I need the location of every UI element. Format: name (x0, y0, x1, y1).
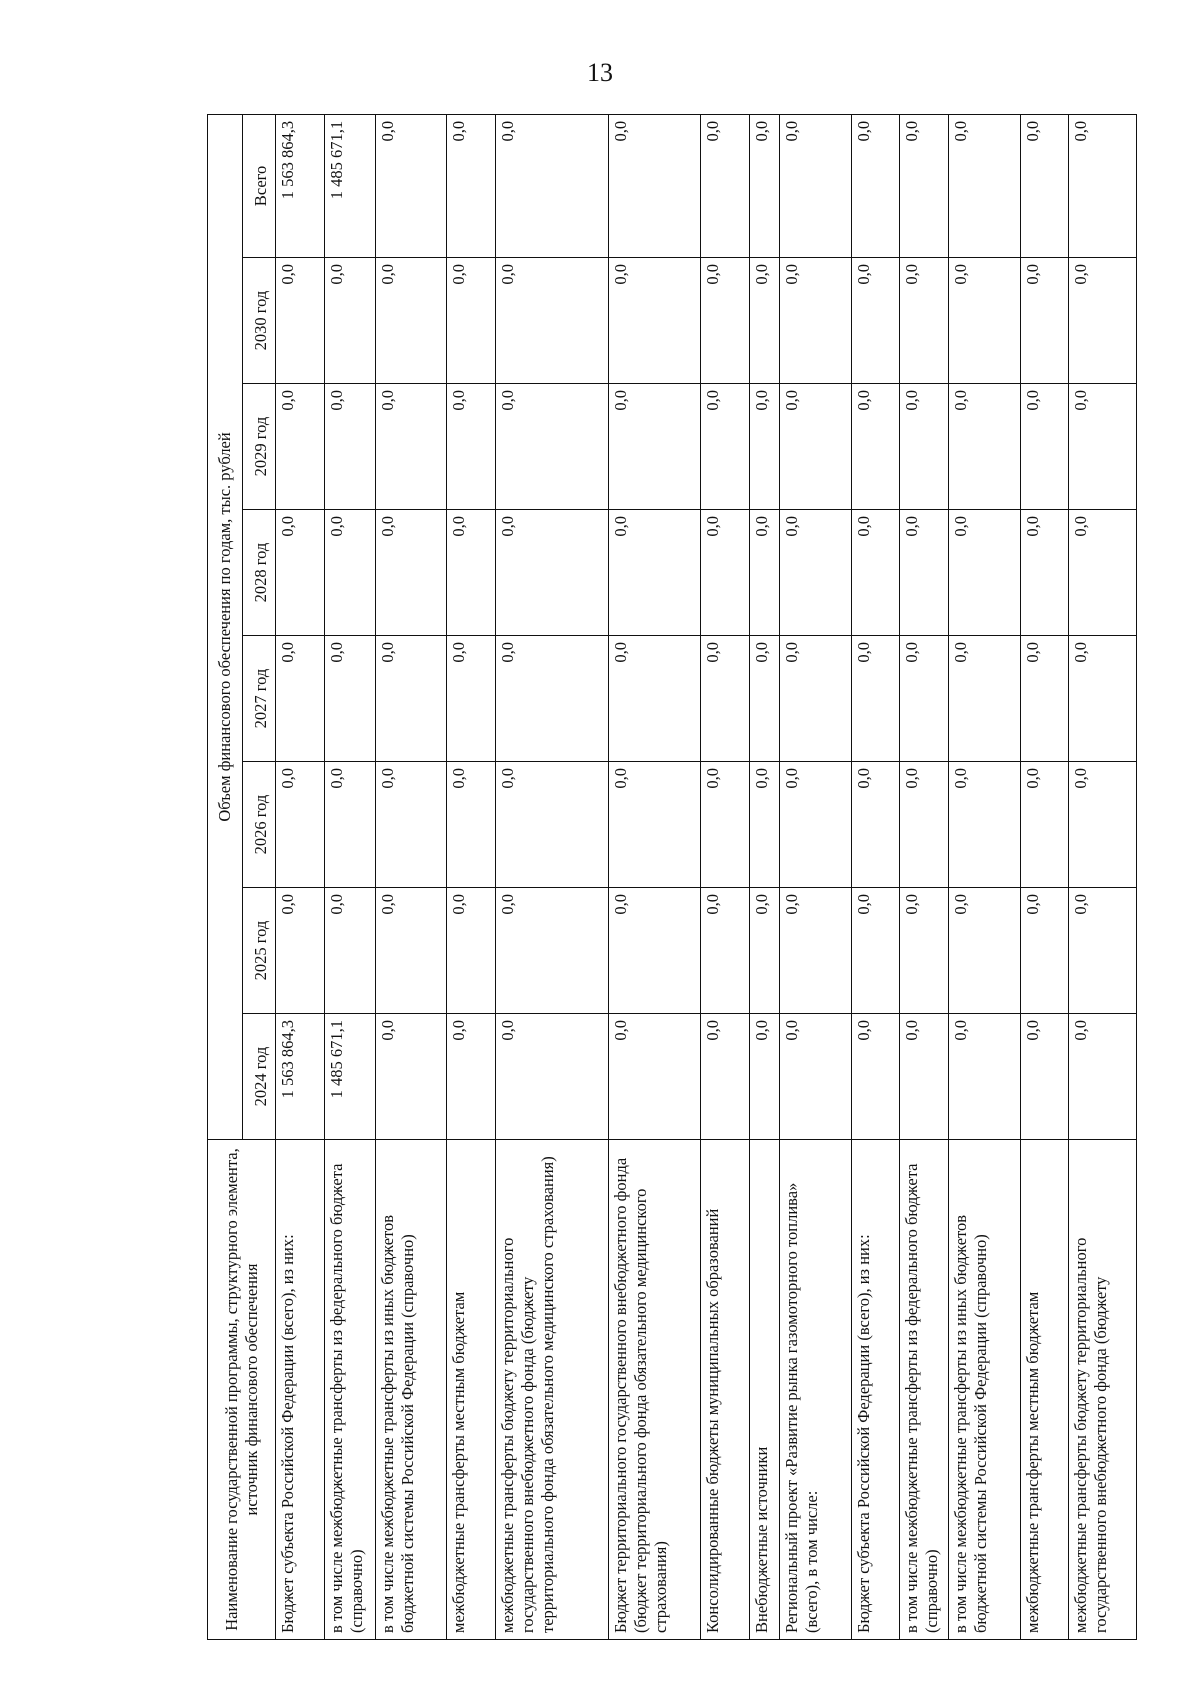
cell-total: 0,0 (495, 114, 608, 257)
page-number: 13 (587, 58, 613, 87)
cell-value: 0,0 (447, 510, 496, 636)
cell-value: 0,0 (750, 510, 780, 636)
cell-value: 0,0 (900, 888, 949, 1014)
cell-total: 0,0 (780, 114, 852, 257)
cell-value: 0,0 (447, 258, 496, 384)
cell-value: 0,0 (949, 1014, 1021, 1140)
cell-value: 0,0 (701, 1014, 750, 1140)
cell-value: 0,0 (324, 384, 375, 510)
cell-value: 0,0 (949, 762, 1021, 888)
cell-value: 0,0 (276, 888, 325, 1014)
cell-value: 0,0 (900, 510, 949, 636)
cell-value: 0,0 (608, 258, 700, 384)
cell-value: 0,0 (495, 258, 608, 384)
header-volume-cell: Объем финансового обеспечения по годам, тыс. рублей (208, 114, 243, 1139)
cell-value: 0,0 (1020, 762, 1069, 888)
col-header-2029: 2029 год (243, 384, 276, 510)
cell-value: 0,0 (1069, 762, 1137, 888)
row-label: межбюджетные трансферты местным бюджетам (447, 1140, 496, 1640)
col-header-2026: 2026 год (243, 762, 276, 888)
cell-value: 0,0 (1020, 384, 1069, 510)
row-label: Региональный проект «Развитие рынка газомоторного топлива» (всего), в том числе: (780, 1140, 852, 1640)
cell-total: 0,0 (1069, 114, 1137, 257)
table-row (750, 114, 780, 1639)
cell-value: 0,0 (447, 888, 496, 1014)
cell-total: 1 485 671,1 (324, 114, 375, 257)
cell-value: 0,0 (495, 888, 608, 1014)
cell-value: 0,0 (949, 888, 1021, 1014)
cell-value: 0,0 (750, 384, 780, 510)
cell-value: 0,0 (324, 636, 375, 762)
cell-value: 0,0 (447, 384, 496, 510)
cell-total: 0,0 (851, 114, 900, 257)
cell-total: 0,0 (900, 114, 949, 257)
row-label: Бюджет территориального государственного внебюджетного фонда (бюджет территориального фонда обязательного медицинского страхования) (608, 1140, 700, 1640)
cell-value: 0,0 (1069, 1014, 1137, 1140)
cell-value: 0,0 (780, 510, 852, 636)
cell-value: 0,0 (375, 888, 447, 1014)
table-row (447, 114, 496, 1639)
cell-value: 0,0 (447, 636, 496, 762)
table-row (495, 114, 608, 1639)
cell-value: 0,0 (851, 1014, 900, 1140)
cell-value: 0,0 (900, 384, 949, 510)
cell-value: 0,0 (780, 762, 852, 888)
cell-value: 0,0 (780, 258, 852, 384)
cell-total: 0,0 (1020, 114, 1069, 257)
cell-value: 0,0 (1069, 636, 1137, 762)
table-row (324, 114, 375, 1639)
cell-value: 0,0 (608, 888, 700, 1014)
cell-value: 0,0 (608, 384, 700, 510)
cell-value: 0,0 (851, 636, 900, 762)
cell-value: 0,0 (701, 762, 750, 888)
cell-value: 0,0 (447, 762, 496, 888)
cell-value: 0,0 (900, 762, 949, 888)
cell-value: 0,0 (276, 258, 325, 384)
cell-value: 0,0 (750, 762, 780, 888)
cell-value: 0,0 (1020, 1014, 1069, 1140)
cell-value: 0,0 (851, 510, 900, 636)
financing-table (207, 114, 1137, 1640)
row-label: в том числе межбюджетные трансферты из федерального бюджета (справочно) (900, 1140, 949, 1640)
cell-value: 0,0 (851, 258, 900, 384)
col-header-2028: 2028 год (243, 510, 276, 636)
cell-value: 0,0 (324, 258, 375, 384)
col-header-2024: 2024 год (243, 1014, 276, 1140)
table-row (1020, 114, 1069, 1639)
cell-value: 0,0 (900, 258, 949, 384)
cell-value: 0,0 (1069, 384, 1137, 510)
cell-value: 0,0 (780, 636, 852, 762)
cell-value: 0,0 (375, 384, 447, 510)
table-row (701, 114, 750, 1639)
cell-value: 0,0 (375, 762, 447, 888)
cell-value: 0,0 (1020, 636, 1069, 762)
cell-value: 0,0 (701, 258, 750, 384)
cell-value: 0,0 (949, 258, 1021, 384)
cell-value: 0,0 (900, 1014, 949, 1140)
cell-value: 0,0 (608, 1014, 700, 1140)
table-row (1069, 114, 1137, 1639)
cell-value: 0,0 (750, 1014, 780, 1140)
cell-value: 0,0 (608, 762, 700, 888)
table-row (851, 114, 900, 1639)
cell-value: 0,0 (276, 762, 325, 888)
cell-total: 0,0 (375, 114, 447, 257)
cell-value: 0,0 (1020, 258, 1069, 384)
table-row (900, 114, 949, 1639)
col-header-2025: 2025 год (243, 888, 276, 1014)
cell-value: 0,0 (324, 888, 375, 1014)
col-header-2027: 2027 год (243, 636, 276, 762)
cell-value: 0,0 (495, 1014, 608, 1140)
cell-value: 0,0 (701, 636, 750, 762)
table-body (276, 114, 1137, 1639)
cell-value: 1 563 864,3 (276, 1014, 325, 1140)
header-row-1 (208, 114, 243, 1639)
cell-value: 0,0 (780, 1014, 852, 1140)
cell-value: 0,0 (276, 384, 325, 510)
header-name-cell: Наименование государственной программы, структурного элемента, источник финансового обеспечения (208, 1140, 276, 1640)
table-row (608, 114, 700, 1639)
cell-value: 0,0 (495, 636, 608, 762)
cell-value: 0,0 (949, 510, 1021, 636)
table-row (949, 114, 1021, 1639)
cell-value: 0,0 (1069, 510, 1137, 636)
cell-value: 0,0 (608, 636, 700, 762)
table-row (375, 114, 447, 1639)
cell-value: 0,0 (375, 258, 447, 384)
cell-total: 0,0 (447, 114, 496, 257)
cell-value: 0,0 (276, 510, 325, 636)
col-header-total: Всего (243, 114, 276, 257)
cell-value: 0,0 (1020, 510, 1069, 636)
row-label: Бюджет субъекта Российской Федерации (всего), из них: (851, 1140, 900, 1640)
cell-total: 0,0 (949, 114, 1021, 257)
cell-value: 0,0 (495, 510, 608, 636)
row-label: межбюджетные трансферты местным бюджетам (1020, 1140, 1069, 1640)
cell-value: 0,0 (375, 1014, 447, 1140)
rotated-table-container (207, 115, 1137, 1640)
row-label: в том числе межбюджетные трансферты из иных бюджетов бюджетной системы Российской Федерации (справочно) (949, 1140, 1021, 1640)
cell-total: 1 563 864,3 (276, 114, 325, 257)
cell-value: 0,0 (949, 636, 1021, 762)
cell-value: 0,0 (324, 762, 375, 888)
cell-value: 0,0 (1069, 888, 1137, 1014)
cell-value: 0,0 (1020, 888, 1069, 1014)
cell-value: 0,0 (949, 384, 1021, 510)
cell-value: 0,0 (1069, 258, 1137, 384)
table-row (276, 114, 325, 1639)
row-label: в том числе межбюджетные трансферты из иных бюджетов бюджетной системы Российской Федерации (справочно) (375, 1140, 447, 1640)
row-label: межбюджетные трансферты бюджету территориального государственного внебюджетного фонда (бюджету (1069, 1140, 1137, 1640)
cell-total: 0,0 (750, 114, 780, 257)
cell-value: 0,0 (851, 762, 900, 888)
cell-value: 0,0 (608, 510, 700, 636)
cell-value: 0,0 (324, 510, 375, 636)
cell-total: 0,0 (608, 114, 700, 257)
cell-value: 0,0 (375, 510, 447, 636)
col-header-2030: 2030 год (243, 258, 276, 384)
cell-value: 0,0 (495, 762, 608, 888)
cell-value: 0,0 (750, 636, 780, 762)
cell-value: 0,0 (780, 888, 852, 1014)
cell-value: 0,0 (750, 888, 780, 1014)
cell-value: 0,0 (375, 636, 447, 762)
row-label: Бюджет субъекта Российской Федерации (всего), из них: (276, 1140, 325, 1640)
row-label: Внебюджетные источники (750, 1140, 780, 1640)
row-label: в том числе межбюджетные трансферты из федерального бюджета (справочно) (324, 1140, 375, 1640)
row-label: Консолидированные бюджеты муниципальных образований (701, 1140, 750, 1640)
cell-value: 0,0 (447, 1014, 496, 1140)
cell-total: 0,0 (701, 114, 750, 257)
cell-value: 0,0 (851, 384, 900, 510)
cell-value: 0,0 (276, 636, 325, 762)
row-label: межбюджетные трансферты бюджету территориального государственного внебюджетного фонда (бюджету территориального фонда обязательного медицинского страхования) (495, 1140, 608, 1640)
cell-value: 0,0 (780, 384, 852, 510)
cell-value: 0,0 (750, 258, 780, 384)
cell-value: 0,0 (900, 636, 949, 762)
cell-value: 1 485 671,1 (324, 1014, 375, 1140)
table-row (780, 114, 852, 1639)
cell-value: 0,0 (495, 384, 608, 510)
cell-value: 0,0 (701, 384, 750, 510)
cell-value: 0,0 (851, 888, 900, 1014)
cell-value: 0,0 (701, 510, 750, 636)
cell-value: 0,0 (701, 888, 750, 1014)
